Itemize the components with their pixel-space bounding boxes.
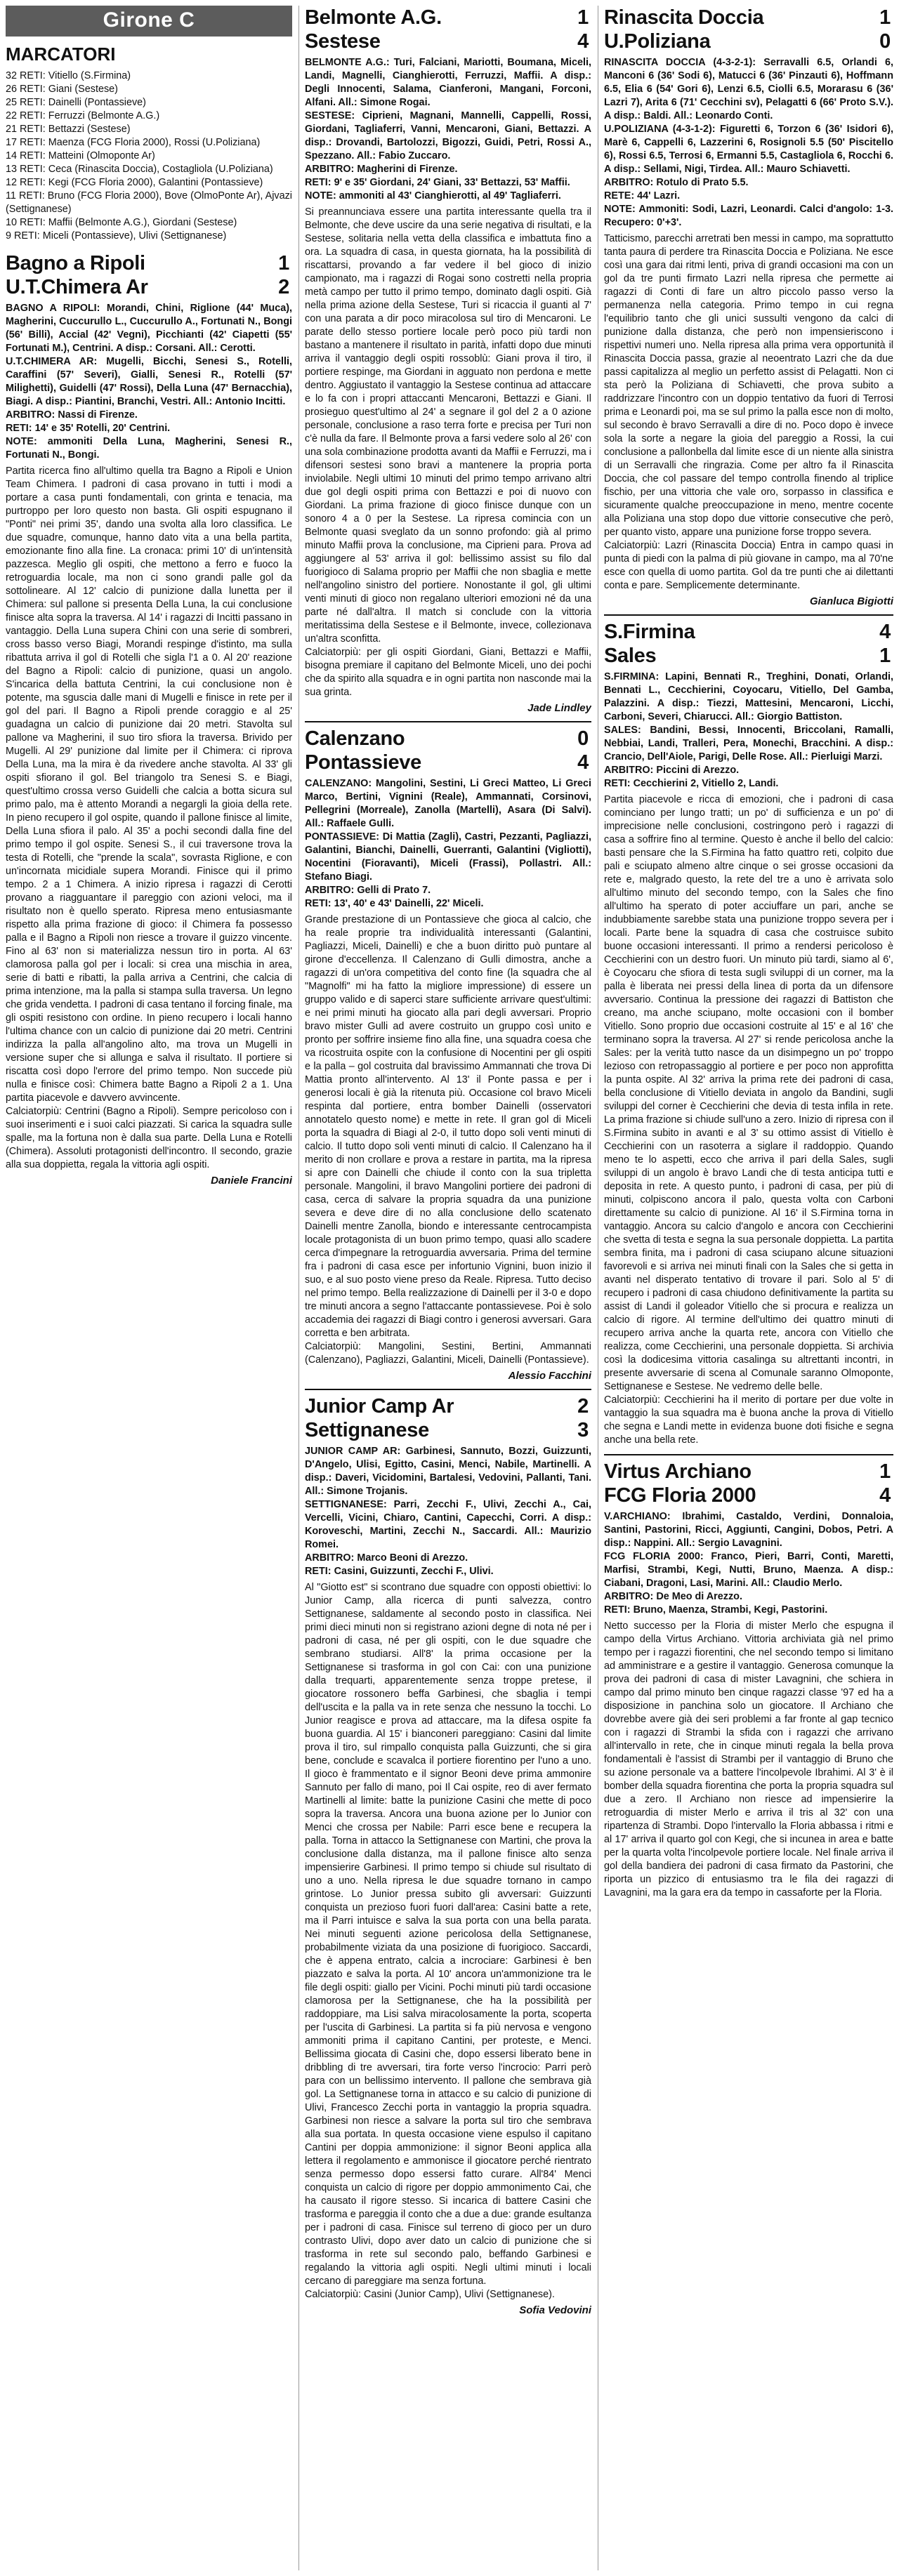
lineup-line: ARBITRO: Nassi di Firenze. [6, 409, 138, 421]
lineup-line: RETE: 44' Lazri. [604, 190, 681, 202]
scorers-line: 12 RETI: Kegi (FCG Floria 2000), Galantini (Pontassieve) [6, 177, 263, 188]
match-report [6, 251, 292, 1187]
separator [604, 614, 893, 616]
away-score: 4 [577, 30, 589, 53]
match-report [305, 6, 591, 714]
lineup-line: RETI: 9' e 35' Giordani, 24' Giani, 33' Bettazzi, 53' Maffii. [305, 177, 570, 188]
away-team: U.T.Chimera Ar [6, 276, 148, 298]
away-team: U.Poliziana [604, 30, 711, 53]
scorers-line: 21 RETI: Bettazzi (Sestese) [6, 124, 131, 135]
match-body [305, 206, 591, 699]
away-team-row [604, 1484, 893, 1507]
calciatorpiu: Calciatorpiù: per gli ospiti Giordani, Giani, Bettazzi e Maffii, bisogna premiare il capitano del Belmonte Miceli, uno dei pochi che da spirito alla squadra e in ogni partita non nasconde mai la sua grinta. [305, 647, 591, 698]
scorers-title: MARCATORI [6, 44, 116, 65]
away-score: 0 [879, 30, 891, 53]
lineup-line: NOTE: ammoniti Della Luna, Magherini, Senesi R., Fortunati N., Bongi. [6, 436, 292, 461]
separator [305, 1389, 591, 1390]
match-report [305, 1394, 591, 2316]
home-score: 4 [879, 621, 891, 643]
lineup-line: ARBITRO: Gelli di Prato 7. [305, 885, 431, 896]
lineup-line: FCG FLORIA 2000: Franco, Pieri, Barri, Conti, Maretti, Marfisi, Strambi, Kegi, Nutti, Bruno, Maenza. A disp.: Ciabani, Dragoni, Lasi, Marini. All.: Claudio Merlo. [604, 1551, 893, 1589]
away-score: 2 [278, 276, 289, 298]
lineup-line: ARBITRO: Magherini di Firenze. [305, 164, 458, 175]
lineup-line: V.ARCHIANO: Ibrahimi, Castaldo, Verdini, Donnaloia, Santini, Pastorini, Ricci, Aggiunti, Cangini, Dobos, Petri. A disp.: Nappini. All.: Sergio Lavagnini. [604, 1511, 893, 1549]
calciatorpiu: Calciatorpiù: Mangolini, Sestini, Bertini, Ammannati (Calenzano), Pagliazzi, Galantini, Miceli, Dainelli (Pontassieve). [305, 1341, 591, 1366]
lineup-line: PONTASSIEVE: Di Mattia (Zagli), Castri, Pezzanti, Pagliazzi, Galantini, Bianchi, Dainelli, Guerranti, Galantini (Vigliotti), Nocentini (Fioravanti), Miceli (Frassi), Pollastri. All.: Stefano Biagi. [305, 831, 591, 883]
match-lineups [6, 302, 292, 462]
away-team-row [305, 1418, 591, 1442]
match-body [604, 232, 893, 593]
author: Alessio Facchini [508, 1370, 591, 1382]
away-team-row [604, 29, 893, 53]
match-lineups [305, 56, 591, 203]
home-score: 1 [278, 252, 289, 275]
lineup-line: RETI: 13', 40' e 43' Dainelli, 22' Miceli. [305, 898, 484, 909]
away-score: 1 [879, 645, 891, 667]
match-body [604, 1620, 893, 1900]
match-body [305, 1581, 591, 2301]
lineup-line: RETI: Cecchierini 2, Vitiello 2, Landi. [604, 778, 779, 789]
lineup-line: ARBITRO: Marco Beoni di Arezzo. [305, 1552, 468, 1564]
calciatorpiu: Calciatorpiù: Lazri (Rinascita Doccia) Entra in campo quasi in punta di piedi con la palma di più giovane in campo, ma al 70'ne esce con quella di uomo partita. Gol da tre punti che ai dilettanti conta e pare. Semplicemente determinante. [604, 540, 893, 591]
lineup-line: U.T.CHIMERA AR: Mugelli, Bicchi, Senesi S., Rotelli, Caraffini (57' Severi), Gialli, Senesi R., Rotelli (57' Milighetti), Guidelli (47' Rossi), Della Luna (47' Bernacchia), Biagi. A disp.: Piantini, Branchi, Vestri. All.: Antonio Incitti. [6, 356, 292, 407]
home-team: Rinascita Doccia [604, 6, 764, 29]
scorers-line: 9 RETI: Miceli (Pontassieve), Ulivi (Settignanese) [6, 230, 227, 242]
home-team: S.Firmina [604, 621, 695, 643]
lineup-line: ARBITRO: Piccini di Arezzo. [604, 765, 740, 776]
lineup-line: JUNIOR CAMP AR: Garbinesi, Sannuto, Bozzi, Guizzunti, D'Angelo, Ulisi, Egitto, Casini, Menci, Nabile, Martinelli. A disp.: Daveri, Vicidomini, Bartalesi, Vedovini, Pallanti, Tani. All.: Simone Trojanis. [305, 1446, 591, 1497]
scorers-line: 17 RETI: Maenza (FCG Floria 2000), Rossi (U.Poliziana) [6, 137, 261, 148]
scorers-line: 25 RETI: Dainelli (Pontassieve) [6, 97, 146, 108]
scorers-list [6, 70, 292, 243]
match-report [604, 1460, 893, 1900]
home-team: Junior Camp Ar [305, 1395, 454, 1418]
match-body-text: Tatticismo, parecchi arretrati ben messi in campo, ma soprattutto tanta paura di perdere tra Rinascita Doccia e Poliziana. Ne esce così una gara dai ritmi lenti, priva di grandi occasioni ma con un gol da tre punti firmato Lazri nella ripresa che permette ai ragazzi di Conti di fare un altro piccolo passo verso la permanenza nella categoria. Primo tempo in cui regna l'equilibrio tanto che gli unici sussulti vengono da calci di punizione dalla distanza, che però non impensieriscono i rispettivi numeri uno. Nella ripresa alla prima vera opportunità il Rinascita Doccia passa, grazie al neoentrato Lazri che da due passi capitalizza al meglio un perfetto assist di Pelagatti. Non ci sta però la Poliziana di Schiavetti, che prova subito a raddrizzare l'incontro con un doppio tentativo da fuori di Terrosi prima e Leonardi poi, ma se sul primo la palla esce non di molto, sul secondo è bravo Serravalli a dire di no. Poco dopo è invece sola la sorte a negare la gioia del pareggio a Rossi, la cui conclusione a pallonbella dal limite esce di un niente alla sinistra di un Serravalli che ringrazia. Come per altro fa il Rinascita Doccia, che col passare del tempo controlla finendo al triplice fischio, per una vittoria che vale oro, sorpasso in classifica e sicuramente qualche preoccupazione in meno, mentre cocente alla Poliziana una stop dopo due vittorie consecutive che però, per quanto visto, appare una punizione forse troppo severa. [604, 233, 893, 538]
match-lineups [305, 777, 591, 911]
match-body [6, 465, 292, 1172]
away-team: Settignanese [305, 1419, 429, 1441]
column-2 [305, 6, 591, 2570]
match-body-text: Grande prestazione di un Pontassieve che gioca al calcio, che ha reale proprie tra individualità interessanti (Galantini, Pagliazzi, Miceli, Dainelli) e che a buon diritto può puntare al girone d'eccellenza. Il Calenzano di Gulli dimostra, anche a ragazzi di un'ora competitiva del conto fine (la squadra che al "Magnolfi" mi ha fatto la migliore impressione) di essere un gruppo valido e di saperci stare sufficiente arrivare quest'ultimi: e nei primi minuti ha giocato alla pari degli avversari. Proprio bravo mister Gulli ad avere costruito un gruppo così unito e pronto per soffrire insieme fino alla fine, una squadra coesa che va ricostruita ospite con la confusione di Nocentini per gli ospiti e la palla – gol costruita dal bravissimo Ammannati che trova Di Mattia pronto all'intervento. Al 13' il Ponte passa e per i generosi locali è già la ritenuta più. Occasione col bravo Miceli respinta dal portiere, entra bomber Dainelli (osservatori annotatelo questo nome) e mette in rete. Il gran gol di Miceli porta la squadra di Biagi al 2-0, il tutto dopo soli venti minuti di calcio. Il tutto dopo soli venti minuti di calcio. Il Calenzano ha il merito di non crollare e prova a restare in partita, ma la ripresa si apre con Dainelli che chiude il conto con la sua tripletta personale. Mangolini, il bravo Mangolini portiere dei padroni di casa, cerca di salvare la propria squadra da una punizione severa e deve dire di no alla conclusione dello scatenato Dainelli mentre Zanolla, biondo e interessante centrocampista locale protagonista di un buon primo tempo, quasi allo scadere cerca d'impegnare la retroguardia avversaria. Prima del termine fra i padroni di casa esce per infortunio Vignini, buon inizio il suo, e al suo posto viene preso da Reale. Ripresa. Tutto deciso nel primo tempo. Bella realizzazione di Dainelli per il 3-0 e dopo tre minuti ancora a segno l'attaccante pontassievese. Poi è solo accademia dei ragazzi di Biagi contro i generosi avversari. Gara corretta e ben arbitrata. [305, 914, 591, 1339]
scorers-line: 22 RETI: Ferruzzi (Belmonte A.G.) [6, 110, 160, 121]
scorers-line: 10 RETI: Maffii (Belmonte A.G.), Giordani (Sestese) [6, 217, 237, 228]
author: Sofia Vedovini [519, 2304, 591, 2316]
home-team-row [305, 6, 591, 29]
away-team-row [305, 29, 591, 53]
lineup-line: RETI: Casini, Guizzunti, Zecchi F., Ulivi. [305, 1566, 494, 1577]
match-body [604, 793, 893, 1447]
lineup-line: RETI: Bruno, Maenza, Strambi, Kegi, Pastorini. [604, 1604, 828, 1616]
match-body-text: Si preannunciava essere una partita interessante quella tra il Belmonte, che deve uscire da una serie negativa di risultati, e la Sestese, solitaria nella vetta della classifica e imbattuta fino a ora. La squadra di casa, in questa giornata, ha la possibilità di riscattarsi, provando a far vedere il bel gioco di inizio campionato, ma i ragazzi di Rogai sono costretti nella propria metà campo per tutto il primo tempo, dominato dagli ospiti. Già nella prima azione della Sestese, Turi si ricaccia il guanti al 7' con una parata a dir poco miracolosa sul tiro di Mencaroni. Le parate dello stesso portiere locale però poco più tardi non bastano a mantenere il risultato in parità, infatti dopo due minuti arriva il vantaggio degli ospiti rossoblù: Giani prova il tiro, il portiere respinge, ma Giordani in agguato non perdona e mette dentro. Aggiustato il vantaggio la Sestese continua ad attaccare e lo fa con i propri attaccanti Mencaroni, Bettazzi e Giani. Il prosieguo quest'ultimo al 24' a segnare il gol del 2 a 0 azione personale, conclusione a raso terra forte e precisa per Turi non c'è nulla da fare. Il Belmonte prova a farsi vedere solo al 26' con una sola combinazione prodotta avanti da Maffii e Ferruzzi, ma i difensori sestesi sono bravi a mantenere la propria porta inviolabile. Negli ultimi 10 minuti del primo tempo arrivano altri due gol degli ospiti prima con Bettazzi e poi di nuovo con Giordani. La prima frazione di gioco finisce dunque con un sonoro 4 a 0 per la Sestese. La ripresa comincia con un Belmonte quasi sveglato da un sonno profondo: già al primo minuto Maffii prova la conclusione, ma Ciprieni para. Prova ad aggiungere al 53' arriva il gol: bellissimo assist su filo dal fuorigioco di Salama proprio per Maffii che non sbaglia e mette nell'angolino sinistro del portiere. Nonostante il gol, gli ultimi venti minuti di gioco non regalano ulteriori emozioni né da una parte né dall'altra. Il match si conclude con la vittoria meritatissima della Sestese e il Belmonte, invece, collezionava un'altra sconfitta. [305, 206, 591, 645]
match-lineups [305, 1445, 591, 1578]
match-body-text: Netto successo per la Floria di mister Merlo che espugna il campo della Virtus Archiano. Vittoria archiviata già nel primo tempo per i ragazzi fiorentini, che nel secondo tempo si limitano ad amministrare e a gestire il vantaggio. Generosa comunque la prova dei padroni di casa di mister Lavagnini, che schiera in campo dal primo minuto ben cinque ragazzi classe '97 ed ha a disposizione in panchina solo un giocatore. Il Archiano che dovrebbe avere già dei seri problemi a far fronte al gap tecnico con i ragazzi di Strambi la sfida con i ragazzi che arrivano all'intervallo in rete, che in cinque minuti regala la bella prova fondamentali è l'assist di Strambi per il vantaggio di Bruno che su azione personale va a battere l'incolpevole Ibrahimi. Al 3' è il bomber della squadra fiorentina che porta la propria squadra sul due a zero. Il Archiano non riesce ad impensierire la retroguardia di mister Merlo e arriva il tris al 32' con una ripartenza di Strambi. Dopo l'intervallo la Floria abbassa i ritmi e al 17' arriva il quarto gol con Kegi, che si incunea in area e batte per la quarta volta l'incolpevole portiere locale. Nel finale arriva il gol della bandiera dei padroni di casa firmato da Pastorini, che riporta un pizzico di entusiasmo tra le fila dei ragazzi di Lavagnini, ma la gara era da tempo in cassaforte per la Floria. [604, 1620, 893, 1898]
author: Jade Lindley [527, 702, 591, 714]
match-report [604, 6, 893, 607]
scorers-line: 32 RETI: Vitiello (S.Firmina) [6, 70, 131, 81]
separator [305, 721, 591, 722]
away-score: 3 [577, 1419, 589, 1441]
lineup-line: SALES: Bandini, Bessi, Innocenti, Briccolani, Ramalli, Nebbiai, Landi, Tralleri, Pera, Monechi, Bracchini. A disp.: Crancio, Dell'Aiole, Parigi, Delle Rose. All.: Pierluigi Marzi. [604, 725, 893, 762]
match-body-text: Partita ricerca fino all'ultimo quella tra Bagno a Ripoli e Union Team Chimera. I padroni di casa provano in tutti i modi a portare a casa punti fondamentali, con grinta e tenacia, ma purtroppo per loro questo non basta. Gli ospiti espugnano il "Ponti" nei primi 35', dando una svolta alla loro classifica. Le due squadre, comunque, hanno dato vita a una bella partita, emozionante fino alla fine. La cronaca: primi 10' di un'intensità pazzesca. Meglio gli ospiti, che mettono a ferro e fuoco la retroguardia locale, ma non ci sono grandi palle gol da sottolineare. Al 12' calcio di punizione dalla lunetta per il Chimera: sul pallone si presenta Della Luna, la cui conclusione finisce alta sopra la traversa. Al 14' i ragazzi di Incitti passano in vantaggio. Della Luna supera Chini con una serie di sombreri, cross basso verso Biagi, Morandi respinge d'istinto, ma sulla ribattuta arriva il gol di Rotelli che sigla l'1 a 0. Al 20' reazione del Bagno a Ripoli: calcio di punizione, quasi un angolo. S'incarica della battuta Centrini, la cui conclusione non è potente, ma sguscia dalle mani di Mugelli e finisce in rete per il gol del pari. Il Bagno a Ripoli prende coraggio e al 25' guadagna un calcio di punizione dai 20 metri. Stavolta sul pallone va Magherini, il suo tiro sfiora la traversa. Brivido per Mugelli. Al 29' punizione dal limite per il Chimera: ci riprova Della Luna, ma la mira è da rivedere anche stavolta. Al 33' gli ospiti sfiorano il gol. Bel triangolo tra Senesi S. e Biagi, quest'ultimo crossa verso Guidelli che calcia a botta sicura sul primo palo, ma è attento Morandi a negargli la gioia della rete. In pieno recupero il gol ospite, quando il pallone finisce al limite, Della Luna sfiora il palo. Al 35' a pochi secondi dalla fine del primo tempo il gol ospite. Senesi S., il cui traversone trova la testa di Rotelli, che "prende la scala", sovrasta Riglione, e con un'incornata micidiale supera Morandi. Finisce qui il primo tempo. 2 a 1 Chimera. A inizio ripresa i ragazzi di Cerotti provano a riagguantare il pareggio con azioni veloci, ma il risultato non è quello sperato. Ripresa meno entusiasmante rispetto alla prima frazione di gioco: il Chimera fa possesso palla e il Bagno a Ripoli non riesce a trovare il guizzo vincente. Fino al 63' non si materializza nessun tiro in porta. Al 63' clamorosa palla gol per i locali: si crea una mischia in area, serie di batti e ribatti, la palla arriva a Centrini, che calcia di prima intenzione, ma la palla si stampa sulla traversa. Un legno che grida vendetta. I padroni di casa tentano il forcing finale, ma gli ospiti resistono con ordine. In pieno recupero i locali hanno l'ultima chance con un calcio di punizione dai 20 metri. Centrini indirizza la palla all'angolino alto, ma trova un Mugelli in versione super che si allunga e salva il risultato. Il portiere si riscatta così dopo l'errore del primo tempo. Non succede più nulla e finisce così: Chimera batte Bagno a Ripoli 2 a 1. Una partita piacevole e davvero avvincente. [6, 465, 292, 1104]
away-team-row [604, 644, 893, 668]
away-team: Pontassieve [305, 751, 421, 774]
lineup-line: ARBITRO: Rotulo di Prato 5.5. [604, 177, 749, 188]
home-team: Calenzano [305, 727, 405, 750]
home-team-row [305, 727, 591, 751]
author: Gianluca Bigiotti [809, 595, 893, 607]
author: Daniele Francini [211, 1175, 292, 1187]
lineup-line: BAGNO A RIPOLI: Morandi, Chini, Riglione (44' Muca), Magherini, Cuccurullo L., Cuccurullo A., Fortunati N., Bongi (56' Billi), Accial (42' Vegni), Picchianti (42' Ciapetti (55' Fortunati M.), Centrini. A disp.: Corsani. All.: Cerotti. [6, 303, 292, 354]
match-body-text: Partita piacevole e ricca di emozioni, che i padroni di casa cominciano per lungo tratti; un po' di sufficienza e un po' di imprecisione nelle conclusioni, costringono però i ragazzi di casa a soffrire fino al termine. Questo è anche il bello del calcio: basti pensare che la S.Firmina ha fatto quattro reti, colpito due pali e sciupato almeno altre cinque o sei grosse occasioni da rete e, malgrado questo, la rete del tre a uno è arrivata solo all'ultimo minuto del secondo tempo, con la Sales che fino all'ultimo ha sperato di poter acciuffare un pari, anche se indubbiamente sarebbe stata una punizione troppo severa per i locali. Parte bene la squadra di casa che costruisce subito buone occasioni interessanti. Il primo a rendersi pericoloso è Cecchierini con un destro fuori. Un minuto più tardi, siamo al 6', è Coyocaru che sfiora di testa sugli sviluppi di un corner, ma la palla è liberata nei pressi della linea di porta da un difensore avversario. Continua la pressione dei ragazzi di Battiston che creano, ma anche sciupano, molte occasioni con il bomber Vitiello. Sono proprio due occasioni costruite al 15' e al 16' che terminano sopra la traversa. Al 27' si rende pericolosa anche la Sales: per la verità tutto nasce da un disimpegno un po' troppo lezioso con retropassaggio al portiere e per poco non approfitta la punta ospite. Al 32' arriva la prima rete dei padroni di casa, bella conclusione di Vitiello deviata in angolo da Bandini, sugli sviluppi del corner è Cecchierini che devia di testa infila in rete. La prima frazione si chiude sull'uno a zero. Inizio di ripresa con il S.Firmina subito in avanti e al 3' su ottimo assist di Vitiello è Cecchierini con un rasoterra a siglare il raddoppio. Quando meno te lo aspetti, ecco che arriva il pari della Sales, sugli sviluppi di un angolo è bravo Landi che di testa anticipa tutti e deposita in rete. A questo punto, i padroni di casa, per più di minuti, colpiscono ancora il palo, questa volta con Carboni direttamente su calcio di punizione. Al 16' il S.Firmina torna in vantaggio. Ancora su calcio d'angolo e ancora con Cecchierini che svetta di testa e segna la sua personale doppietta. La partita sembra finita, ma i padroni di casa sciupano alcune situazioni favorevoli e si arriva nei minuti finali con la Sales che si getta in avanti nel disperato tentativo di trovare il pari. Solo al 5' di recupero i padroni di casa chiudono definitivamente la partita su assist di Landi il goleador Vitiello che si procura e realizza un calcio di rigore. Al termine dell'ultimo dei quattro minuti di recupero arriva anche la quarta rete, ancora con Vitiello che realizza, come Cecchierini, una personale doppietta. Si archivia così la dodicesima vittoria casalinga su altrettanti incontri, in presente avversarie di scena al Comunale saranno Olmoponte, Settignanese e Sestese. Ne vedremo delle belle. [604, 794, 893, 1392]
home-team-row [305, 1394, 591, 1418]
away-team: Sales [604, 645, 657, 667]
match-lineups [604, 56, 893, 230]
match-body [305, 913, 591, 1367]
separator [604, 1454, 893, 1455]
away-team-row [305, 751, 591, 774]
group-banner: Girone C [6, 6, 292, 37]
away-team: Sestese [305, 30, 381, 53]
home-score: 0 [577, 727, 589, 750]
match-lineups [604, 671, 893, 791]
column-1 [6, 6, 292, 2570]
match-lineups [604, 1510, 893, 1617]
home-team: Virtus Archiano [604, 1460, 752, 1483]
lineup-line: RINASCITA DOCCIA (4-3-2-1): Serravalli 6.5, Orlandi 6, Manconi 6 (36' Sodi 6), Matucci 6 (36' Pinzauti 6), Hoffmann 6.5, Elia 6 (54' Gori 6), Lenzi 6.5, Ciolli 6.5, Morarasu 6 (36' Lazri 7), Arita 6 (71' Cecchini sv), Pelagatti 6 (66' Proto S.V.). A disp.: Baldi. All.: Leonardo Conti. [604, 57, 893, 121]
column-3 [604, 6, 893, 2570]
match-report [305, 727, 591, 1382]
scorers-line: 13 RETI: Ceca (Rinascita Doccia), Costagliola (U.Poliziana) [6, 164, 273, 175]
home-team: Belmonte A.G. [305, 6, 442, 29]
scorers-line: 11 RETI: Bruno (FCG Floria 2000), Bove (OlmoPonte Ar), Ajvazi (Settignanese) [6, 190, 292, 215]
away-score: 4 [577, 751, 589, 774]
away-team-row [6, 275, 292, 299]
lineup-line: S.FIRMINA: Lapini, Bennati R., Treghini, Donati, Orlandi, Bennati L., Cecchierini, Coyocaru, Vitiello, Del Gamba, Palazzini. A disp.: Tiezzi, Mattesini, Mencaroni, Licchi, Carboni, Severi, Chiarucci. All.: Giorgio Battiston. [604, 671, 893, 722]
match-report [604, 620, 893, 1447]
lineup-line: U.POLIZIANA (4-3-1-2): Figuretti 6, Torzon 6 (36' Isidori 6), Marè 6, Cappelli 6, Lazzerini 6, Rosignoli 5.5 (50' Piscitello 6), Rossi 6.5, Terrosi 6, Ermanni 5.5, Castagliola 6, Rocchi 6. A disp.: Sellami, Nigi, Tirdea. All.: Mauro Schiavetti. [604, 124, 893, 175]
scorers-line: 26 RETI: Giani (Sestese) [6, 84, 118, 95]
lineup-line: ARBITRO: De Meo di Arezzo. [604, 1591, 742, 1602]
home-team-row [6, 251, 292, 275]
away-score: 4 [879, 1484, 891, 1507]
away-team: FCG Floria 2000 [604, 1484, 756, 1507]
calciatorpiu: Calciatorpiù: Casini (Junior Camp), Ulivi (Settignanese). [305, 2289, 555, 2300]
home-score: 1 [879, 6, 891, 29]
home-score: 1 [577, 6, 589, 29]
scorers-line: 14 RETI: Matteini (Olmoponte Ar) [6, 150, 155, 161]
lineup-line: NOTE: Ammoniti: Sodi, Lazri, Leonardi. Calci d'angolo: 1-3. Recupero: 0'+3'. [604, 204, 893, 228]
home-team: Bagno a Ripoli [6, 252, 145, 275]
lineup-line: NOTE: ammoniti al 43' Cianghierotti, al 49' Tagliaferri. [305, 190, 561, 202]
home-score: 1 [879, 1460, 891, 1483]
calciatorpiu: Calciatorpiù: Centrini (Bagno a Ripoli). Sempre pericoloso con i suoi inserimenti e i suoi calci piazzati. Si carica la squadra sulle spalle, ma la fortuna non è dalla sua parte. Della Luna e Rotelli (Chimera). Assoluti protagonisti dell'incontro. Il secondo, grazie alla sua doppietta, regala la vittoria agli ospiti. [6, 1106, 292, 1170]
lineup-line: SESTESE: Ciprieni, Magnani, Mannelli, Cappelli, Rossi, Giordani, Tagliaferri, Vanni, Mencaroni, Giani, Bettazzi. A disp.: Drovandi, Bartolozzi, Bigozzi, Guidi, Petri, Rossi A., Spezzano. All.: Fabio Zuccaro. [305, 110, 591, 161]
calciatorpiu: Calciatorpiù: Cecchierini ha il merito di portare per due volte in vantaggio la sua squadra ma è buona anche la prova di Vitiello che segna e Landi mette in evidenza buone doti fisiche e segna anche una bella rete. [604, 1394, 893, 1446]
lineup-line: BELMONTE A.G.: Turi, Falciani, Mariotti, Boumana, Miceli, Landi, Magnelli, Cianghierotti, Ferruzzi, Maffii. A disp.: Degli Innocenti, Salama, Cianferoni, Mangani, Forconi, Alfani. All.: Simone Rogai. [305, 57, 591, 108]
match-body-text: Al "Giotto est" si scontrano due squadre con opposti obiettivi: lo Junior Camp, alla ricerca di punti salvezza, contro Settignanese, saldamente al secondo posto in classifica. Nei primi dieci minuti non si registrano azioni degne di nota né per i padroni di casa, né per gli ospiti, con le due squadre che sembrano studiarsi. All'8' la prima occasione per la Settignanese si trasforma in gol con Cai: con una punizione dalla trequarti, apparentemente senza troppe pretese, il giocatore rossonero beffa Garbinesi, che sbaglia i tempi dell'uscita e la palla va in rete senza che nessuno la tocchi. Lo Junior reagisce e prova ad attaccare, ma la difesa ospite fa buona guardia. Al 15' i bianconeri pareggiano: Casini dal limite prova il tiro, sul rimpallo conquista palla Guizzunti, che si gira bene, conclude e scavalca il portiere fiorentino per l'uno a uno. Il gioco è frammentato e il signor Beoni deve prima ammonire Sannuto per fallo di mano, poi Il Cai ospite, reo di aver fermato Martinelli al limite: batte la punizione Casini che mette di poco sopra la traversa. Ancora una buona azione per lo Junior con Menci che crossa per Nabile: Parri esce bene e recupera la palla. Torna in attacco la Settignanese con Martini, che prova la conclusione dalla distanza, ma il pallone finisce alto senza impensierire Garbinesi. Il primo tempo si chiude sul risultato di uno a uno. Nella ripresa le due squadre tornano in campo grintose. Lo Junior pressa subito gli avversari: Guizzunti conquista un prezioso fuori fuori dall'area: Casini batte a rete, ma il Parri intuisce e salva la sua porta con una bella parata. Nei minuti seguenti azione pericolosa della Settignanese, probabilmente viziata da una posizione di fuorigioco. Saccardi, che è appena entrato, calcia a incrociare: Garbinesi è ben piazzato e salva la porta. Al 10' ancora un'ammonizione tra le file degli ospiti: giallo per Vicini. Pochi minuti più tardi occasione clamorosa per la Settignanese, che ha la possibilità per raddoppiare, ma Lisi salva miracolosamente la porta, scoperta per l'uscita di Garbinesi. La partita si fa più nervosa e vengono ammoniti prima il capitano Cantini, per proteste, e Menci. Bellissima giocata di Casini che, dopo essersi liberato bene in dribbling di tre avversari, tira forte verso l'incrocio: Parri però para con un bellissimo intervento. Il pallone che sembrava già gol. La Settignanese torna in attacco e su calcio di punizione di Ulivi, Francesco Zecchi porta in vantaggio la propria squadra. Garbinesi non riesce a salvare la porta sul tiro che sembrava alla sua portata. In questa occasione viene espulso il capitano Cantini per doppia ammonizione: il signor Beoni applica alla lettera il regolamento e ammonisce il giocatore perché rientrato senza permesso dopo essersi fatto curare. All'84' Menci conquista un calcio di rigore per doppio ammonimento Cai, che ha causato il rigore stesso. Si incarica di battere Casini che trasforma e pareggia il conto che a due a due: grande esultanza per i padroni di casa. Finisce sul terreno di gioco per un duro contrasto Ulivi, dopo aver dato un calcio di punizione che si trasforma in rete sul secondo palo, beffando Garbinesi e regalando la vittoria agli ospiti. Negli ultimi minuti i locali cercano di pareggiare ma senza fortuna. [305, 1582, 591, 2287]
home-team-row [604, 1460, 893, 1484]
lineup-line: RETI: 14' e 35' Rotelli, 20' Centrini. [6, 423, 171, 434]
home-team-row [604, 620, 893, 644]
lineup-line: CALENZANO: Mangolini, Sestini, Li Greci Matteo, Li Greci Marco, Bertini, Vignini (Reale), Ammannati, Corsinovi, Pellegrini (Morreale), Zanolla (Martelli), Asara (Di Salvi). All.: Raffaele Gulli. [305, 778, 591, 829]
lineup-line: SETTIGNANESE: Parri, Zecchi F., Ulivi, Zecchi A., Cai, Vercelli, Vicini, Chiaro, Cantini, Capecchi, Corri. A disp.: Koroveschi, Martini, Zecchi N., Saccardi. All.: Maurizio Romei. [305, 1499, 591, 1550]
home-team-row [604, 6, 893, 29]
home-score: 2 [577, 1395, 589, 1418]
